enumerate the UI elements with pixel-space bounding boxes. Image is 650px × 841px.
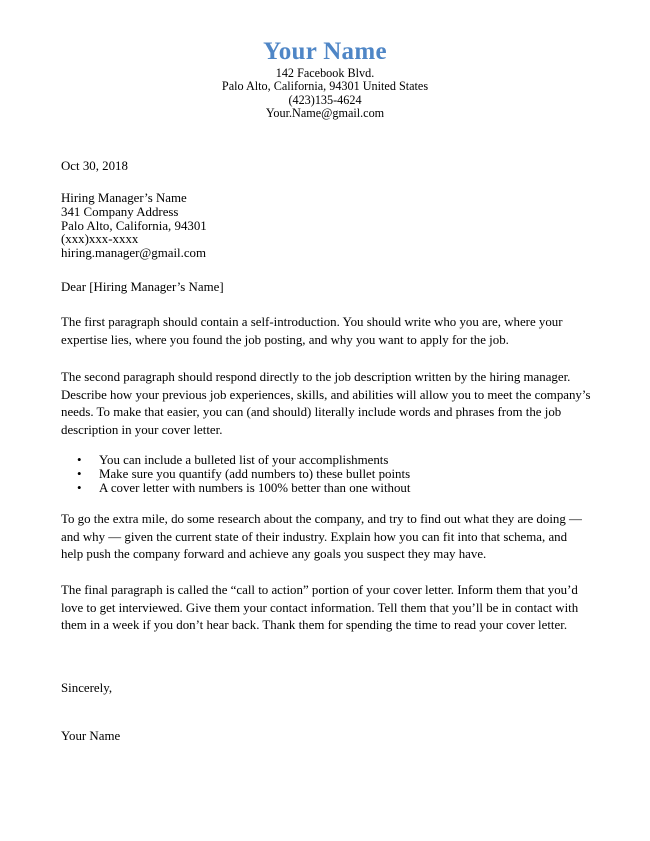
list-item	[61, 482, 601, 496]
recipient-phone: (xxx)xxx-xxxx	[61, 232, 139, 247]
bullet-icon: •	[77, 466, 82, 481]
salutation: Dear [Hiring Manager’s Name]	[61, 280, 224, 294]
sender-address-line2: Palo Alto, California, 94301 United States	[221, 79, 429, 94]
list-item-text: Make sure you quantify (add numbers to) these bullet points	[99, 466, 411, 481]
recipient-address: 341 Company Address	[61, 204, 179, 219]
bullet-icon: •	[77, 453, 82, 467]
bullet-icon: •	[77, 480, 82, 495]
list-item	[61, 454, 601, 468]
recipient-name: Hiring Manager’s Name	[61, 191, 187, 205]
closing: Sincerely,	[61, 681, 113, 695]
paragraph-call-to-action: The final paragraph is called the “call to action” portion of your cover letter. Inform them that you’d love to get interviewed. Give them your contact information. Tell them that you’ll be in contact with them in a week if you don’t hear back. Thank them for spending the time to read your cover letter.	[61, 583, 579, 633]
recipient-email: hiring.manager@gmail.com	[61, 246, 207, 261]
sender-phone: (423)135-4624	[288, 92, 362, 107]
recipient-block	[61, 192, 601, 261]
signature: Your Name	[61, 729, 121, 743]
paragraph-job-description: The second paragraph should respond directly to the job description written by the hiring manager. Describe how your previous job experiences, skills, and abilities will allow you to meet the company’s needs. To make that easier, you can (and should) literally include words and phrases from the job description in your cover letter.	[61, 370, 591, 437]
letter-date: Oct 30, 2018	[61, 159, 128, 173]
sender-email: Your.Name@gmail.com	[265, 106, 385, 121]
letterhead	[0, 37, 650, 121]
sender-name: Your Name	[263, 38, 387, 65]
list-item	[61, 468, 601, 482]
accomplishments-list	[61, 454, 601, 495]
list-item-text: A cover letter with numbers is 100% better than one without	[99, 480, 411, 495]
sender-address-line1: 142 Facebook Blvd.	[275, 66, 375, 80]
paragraph-research: To go the extra mile, do some research about the company, and try to find out what they are doing — and why — given the current state of their industry. Explain how you can fit into that schema, and help push the company forward and achieve any goals you suspect they may have.	[61, 512, 582, 562]
recipient-city: Palo Alto, California, 94301	[61, 218, 207, 233]
list-item-text: You can include a bulleted list of your accomplishments	[99, 453, 389, 467]
paragraph-intro: The first paragraph should contain a self-introduction. You should write who you are, where your expertise lies, where you found the job posting, and why you want to apply for the job.	[61, 315, 563, 347]
